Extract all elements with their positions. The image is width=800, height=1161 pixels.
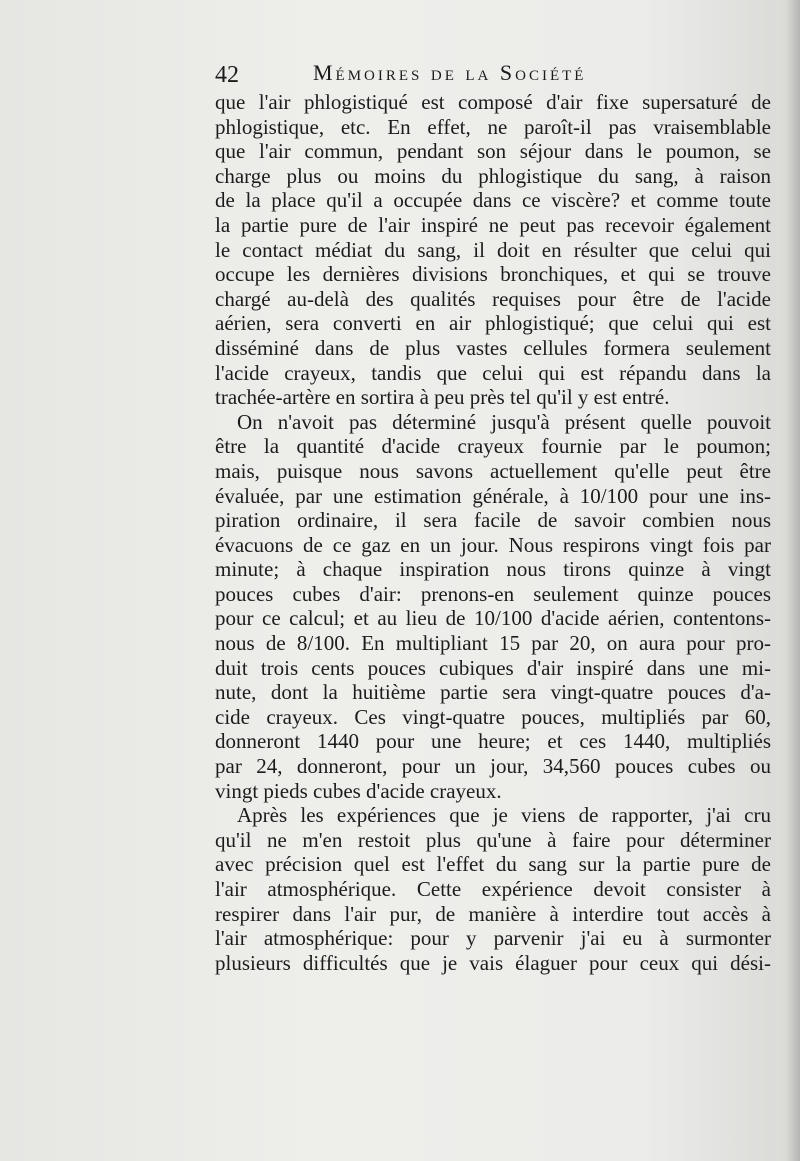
text-line: par 24, donneront, pour un jour, 34,560 pouces cubes ou: [215, 754, 771, 779]
text-line: pouces cubes d'air: prenons-en seulement quinze pouces: [215, 581, 771, 606]
text-line: pour ce calcul; et au lieu de 10/100 d'acide aérien, contentons-: [215, 606, 771, 631]
text-line: l'air atmosphérique: pour y parvenir j'ai eu à surmonter: [215, 926, 771, 951]
text-line: donneront 1440 pour une heure; et ces 1440, multipliés: [215, 729, 771, 754]
text-line: aérien, sera converti en air phlogistiqué; que celui qui est: [215, 311, 771, 336]
text-line: occupe les dernières divisions bronchiques, et qui se trouve: [215, 262, 771, 287]
running-head: Mémoires de la Société: [313, 60, 587, 85]
text-line: évacuons de ce gaz en un jour. Nous respirons vingt fois par: [215, 532, 771, 557]
text-line: minute; à chaque inspiration nous tirons quinze à vingt: [215, 557, 771, 582]
text-line: être la quantité d'acide crayeux fournie par le poumon;: [215, 434, 771, 459]
text-line: avec précision quel est l'effet du sang sur la partie pure de: [215, 852, 771, 877]
text-line: qu'il ne m'en restoit plus qu'une à faire pour déterminer: [215, 827, 771, 852]
text-line: la partie pure de l'air inspiré ne peut pas recevoir également: [215, 212, 771, 237]
text-line: que l'air phlogistiqué est composé d'air fixe supersaturé de: [215, 90, 771, 114]
text-line: l'air atmosphérique. Cette expérience devoit consister à: [215, 877, 771, 901]
text-line: respirer dans l'air pur, de manière à interdire tout accès à: [215, 901, 771, 926]
page-header: [215, 58, 695, 92]
text-line: phlogistique, etc. En effet, ne paroît-il pas vraisemblable: [215, 114, 771, 139]
text-line: que l'air commun, pendant son séjour dans le poumon, se: [215, 139, 771, 164]
paragraph-start-line: On n'avoit pas déterminé jusqu'à présent quelle pouvoit: [237, 409, 771, 434]
paragraph-end-line: trachée-artère en sortira à peu près tel qu'il y est entré.: [215, 385, 670, 410]
text-line: de la place qu'il a occupée dans ce viscère? et comme toute: [215, 188, 771, 213]
page-number: 42: [215, 62, 239, 88]
text-line: duit trois cents pouces cubiques d'air inspiré dans une mi-: [215, 655, 771, 680]
text-line: nous de 8/100. En multipliant 15 par 20, on aura pour pro-: [215, 631, 771, 656]
text-line: mais, puisque nous savons actuellement qu'elle peut être: [215, 458, 771, 483]
text-line: nute, dont la huitième partie sera vingt-quatre pouces d'a-: [215, 680, 771, 705]
paragraph-start-line: Après les expériences que je viens de rapporter, j'ai cru: [237, 803, 771, 828]
text-line: l'acide crayeux, tandis que celui qui est répandu dans la: [215, 360, 771, 385]
text-line: le contact médiat du sang, il doit en résulter que celui qui: [215, 237, 771, 262]
body-text: [215, 90, 771, 975]
paragraph-end-line: vingt pieds cubes d'acide crayeux.: [215, 778, 502, 803]
text-line: chargé au-delà des qualités requises pour être de l'acide: [215, 286, 771, 311]
text-line: évaluée, par une estimation générale, à 10/100 pour une ins-: [215, 483, 771, 508]
text-line: disséminé dans de plus vastes cellules formera seulement: [215, 335, 771, 360]
text-line: piration ordinaire, il sera facile de savoir combien nous: [215, 508, 771, 533]
text-line: plusieurs difficultés que je vais élaguer pour ceux qui dési-: [215, 950, 771, 975]
text-line: cide crayeux. Ces vingt-quatre pouces, multipliés par 60,: [215, 704, 771, 729]
page-edge-shadow: [786, 0, 800, 1161]
text-line: charge plus ou moins du phlogistique du sang, à raison: [215, 163, 771, 188]
